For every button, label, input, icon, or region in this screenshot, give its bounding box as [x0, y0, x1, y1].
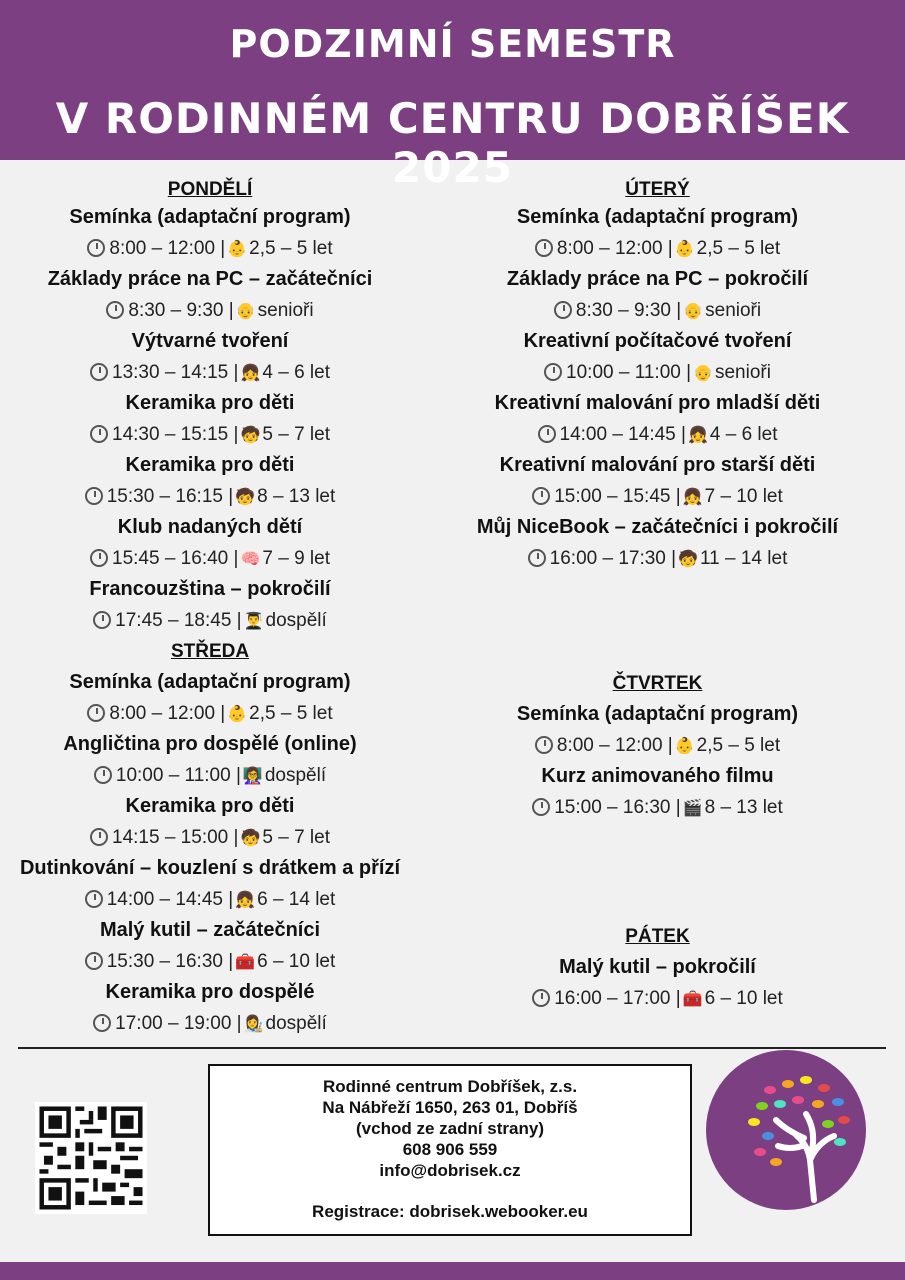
activity-time: 16:00 – 17:30 |	[549, 548, 677, 569]
thursday-schedule	[430, 699, 885, 823]
audience-emoji-icon: 🧠	[240, 549, 261, 568]
audience-emoji-icon: 🧒	[678, 549, 699, 568]
activity-title: Keramika pro děti	[125, 454, 295, 476]
activity-age: 8 – 13 let	[257, 486, 336, 507]
activity-age: 5 – 7 let	[262, 827, 330, 848]
activity-title: Výtvarné tvoření	[131, 330, 289, 352]
activity-age: senioři	[705, 300, 762, 321]
activity-time: 17:45 – 18:45 |	[115, 610, 242, 631]
activity-age: dospělí	[265, 610, 327, 631]
header-title-line1: PODZIMNÍ SEMESTR	[229, 22, 676, 66]
divider-line	[18, 1047, 886, 1049]
activity-age: 2,5 – 5 let	[696, 238, 781, 259]
activity-time-row	[0, 1008, 420, 1039]
clock-icon	[87, 239, 105, 257]
clock-icon	[90, 828, 108, 846]
activity-time: 8:00 – 12:00 |	[556, 238, 673, 259]
audience-emoji-icon: 🧒	[235, 487, 256, 506]
activity-title: Malý kutil – začátečníci	[99, 919, 321, 941]
activity-title: Dutinkování – kouzlení s drátkem a přízí	[19, 857, 401, 879]
activity-time-row	[0, 419, 420, 450]
activity-age: 8 – 13 let	[704, 797, 783, 818]
activity-time-row	[0, 946, 420, 977]
clock-icon	[554, 301, 572, 319]
audience-emoji-icon: 👶	[674, 736, 695, 755]
activity-time: 14:00 – 14:45 |	[106, 889, 234, 910]
activity-age: dospělí	[264, 765, 327, 786]
clock-icon	[544, 363, 562, 381]
activity-time-row	[430, 295, 885, 326]
activity-title: Základy práce na PC – pokročilí	[506, 268, 809, 290]
activity-time-row	[0, 884, 420, 915]
activity-time: 17:00 – 19:00 |	[115, 1013, 242, 1034]
activity-time-row	[0, 481, 420, 512]
activity-time-row	[430, 983, 885, 1014]
activity-age: 6 – 10 let	[704, 988, 783, 1009]
clock-icon	[535, 239, 553, 257]
audience-emoji-icon: 👴	[683, 301, 704, 320]
activity-age: 7 – 10 let	[704, 486, 783, 507]
header-title-line2: V RODINNÉM CENTRU DOBŘÍŠEK 2025	[55, 94, 850, 192]
clock-icon	[85, 487, 103, 505]
wednesday-schedule	[0, 667, 420, 1039]
activity-title: Semínka (adaptační program)	[516, 703, 799, 725]
day-heading-tuesday: ÚTERÝ	[625, 179, 690, 200]
activity-time: 14:30 – 15:15 |	[112, 424, 239, 445]
clock-icon	[85, 952, 103, 970]
tuesday-schedule	[430, 202, 885, 574]
audience-emoji-icon: 👧	[687, 425, 708, 444]
day-heading-monday: PONDĚLÍ	[167, 179, 253, 200]
activity-time-row	[0, 698, 420, 729]
contact-phone[interactable]: 608 906 559	[402, 1140, 498, 1159]
activity-time: 8:00 – 12:00 |	[109, 238, 226, 259]
activity-time: 8:30 – 9:30 |	[128, 300, 234, 321]
activity-age: 11 – 14 let	[700, 548, 788, 569]
activity-time: 15:30 – 16:15 |	[106, 486, 234, 507]
activity-time-row	[430, 481, 885, 512]
clock-icon	[94, 766, 112, 784]
right-column	[430, 172, 885, 1014]
activity-age: 2,5 – 5 let	[696, 735, 781, 756]
left-column	[0, 172, 420, 1039]
audience-emoji-icon: 🎬	[682, 798, 703, 817]
activity-time: 10:00 – 11:00 |	[566, 362, 692, 383]
activity-title: Kreativní malování pro mladší děti	[494, 392, 821, 414]
audience-emoji-icon: 👩‍🎨	[243, 1014, 264, 1033]
tree-logo-icon	[706, 1050, 866, 1210]
activity-time-row	[0, 605, 420, 636]
contact-address: Na Nábřeží 1650, 263 01, Dobříš	[322, 1098, 578, 1117]
activity-time: 16:00 – 17:00 |	[554, 988, 681, 1009]
activity-age: senioři	[714, 362, 771, 383]
centre-logo	[706, 1050, 866, 1210]
activity-age: 4 – 6 let	[262, 362, 330, 383]
activity-time-row	[430, 792, 885, 823]
activity-title: Klub nadaných dětí	[117, 516, 303, 538]
activity-age: 2,5 – 5 let	[249, 238, 333, 259]
audience-emoji-icon: 🧒	[240, 828, 261, 847]
clock-icon	[538, 425, 556, 443]
audience-emoji-icon: 👴	[693, 363, 713, 382]
contact-name: Rodinné centrum Dobříšek, z.s.	[322, 1077, 578, 1096]
activity-age: senioři	[257, 300, 314, 321]
activity-title: Semínka (adaptační program)	[516, 206, 799, 228]
clock-icon	[532, 487, 550, 505]
contact-box	[208, 1064, 692, 1236]
activity-title: Kreativní počítačové tvoření	[523, 330, 792, 352]
audience-emoji-icon: 👩‍🏫	[242, 766, 263, 785]
clock-icon	[90, 425, 108, 443]
clock-icon	[87, 704, 105, 722]
activity-time: 8:00 – 12:00 |	[556, 735, 673, 756]
activity-time: 14:00 – 14:45 |	[559, 424, 686, 445]
contact-email[interactable]: info@dobrisek.cz	[379, 1161, 521, 1180]
clock-icon	[532, 798, 550, 816]
day-heading-thursday: ČTVRTEK	[612, 673, 703, 694]
audience-emoji-icon: 🧰	[235, 952, 256, 971]
audience-emoji-icon: 🧰	[682, 989, 703, 1008]
clock-icon	[528, 549, 546, 567]
activity-title: Keramika pro děti	[125, 795, 295, 817]
audience-emoji-icon: 👶	[227, 239, 248, 258]
activity-title: Angličtina pro dospělé (online)	[63, 733, 357, 755]
qr-code-icon	[35, 1102, 147, 1214]
activity-title: Můj NiceBook – začátečníci i pokročilí	[476, 516, 839, 538]
activity-time-row	[0, 760, 420, 791]
clock-icon	[535, 736, 553, 754]
registration-link[interactable]: Registrace: dobrisek.webooker.eu	[312, 1202, 588, 1221]
clock-icon	[532, 989, 550, 1007]
activity-age: 6 – 14 let	[257, 889, 336, 910]
activity-time: 10:00 – 11:00 |	[115, 765, 241, 786]
activity-time: 13:30 – 14:15 |	[112, 362, 239, 383]
audience-emoji-icon: 👶	[227, 704, 248, 723]
activity-time: 15:30 – 16:30 |	[106, 951, 234, 972]
activity-time-row	[0, 543, 420, 574]
contact-entrance-note: (vchod ze zadní strany)	[356, 1119, 544, 1138]
activity-time: 15:45 – 16:40 |	[112, 548, 239, 569]
qr-code[interactable]	[35, 1102, 147, 1214]
activity-time-row	[0, 357, 420, 388]
day-heading-friday: PÁTEK	[625, 926, 690, 947]
clock-icon	[106, 301, 124, 319]
activity-time-row	[430, 357, 885, 388]
activity-title: Francouzština – pokročilí	[89, 578, 331, 600]
activity-title: Kreativní malování pro starší děti	[499, 454, 816, 476]
activity-title: Malý kutil – pokročilí	[559, 956, 756, 978]
audience-emoji-icon: 👴	[235, 301, 256, 320]
activity-title: Kurz animovaného filmu	[541, 765, 774, 787]
activity-time: 15:00 – 15:45 |	[554, 486, 681, 507]
activity-title: Keramika pro děti	[125, 392, 295, 414]
activity-time-row	[430, 233, 885, 264]
activity-age: 5 – 7 let	[262, 424, 330, 445]
clock-icon	[85, 890, 103, 908]
activity-age: dospělí	[265, 1013, 327, 1034]
activity-time-row	[430, 730, 885, 761]
activity-time: 14:15 – 15:00 |	[112, 827, 239, 848]
footer-bar	[0, 1262, 905, 1280]
audience-emoji-icon: 👧	[682, 487, 703, 506]
activity-title: Základy práce na PC – začátečníci	[47, 268, 373, 290]
activity-time: 8:30 – 9:30 |	[575, 300, 682, 321]
activity-time-row	[0, 233, 420, 264]
activity-title: Keramika pro dospělé	[105, 981, 315, 1003]
activity-time-row	[430, 543, 885, 574]
activity-time-row	[0, 295, 420, 326]
audience-emoji-icon: 👨‍🎓	[243, 611, 264, 630]
clock-icon	[93, 1014, 111, 1032]
activity-age: 7 – 9 let	[262, 548, 330, 569]
activity-time: 8:00 – 12:00 |	[109, 703, 226, 724]
activity-age: 6 – 10 let	[257, 951, 336, 972]
activity-time: 15:00 – 16:30 |	[554, 797, 681, 818]
day-heading-wednesday: STŘEDA	[170, 641, 250, 662]
activity-age: 4 – 6 let	[709, 424, 778, 445]
activity-title: Semínka (adaptační program)	[69, 671, 351, 693]
activity-title: Semínka (adaptační program)	[69, 206, 351, 228]
clock-icon	[90, 363, 108, 381]
activity-age: 2,5 – 5 let	[249, 703, 333, 724]
audience-emoji-icon: 🧒	[240, 425, 261, 444]
monday-schedule	[0, 202, 420, 636]
clock-icon	[93, 611, 111, 629]
activity-time-row	[430, 419, 885, 450]
audience-emoji-icon: 👶	[674, 239, 695, 258]
audience-emoji-icon: 👧	[235, 890, 256, 909]
friday-schedule	[430, 952, 885, 1014]
clock-icon	[90, 549, 108, 567]
activity-time-row	[0, 822, 420, 853]
audience-emoji-icon: 👧	[240, 363, 261, 382]
